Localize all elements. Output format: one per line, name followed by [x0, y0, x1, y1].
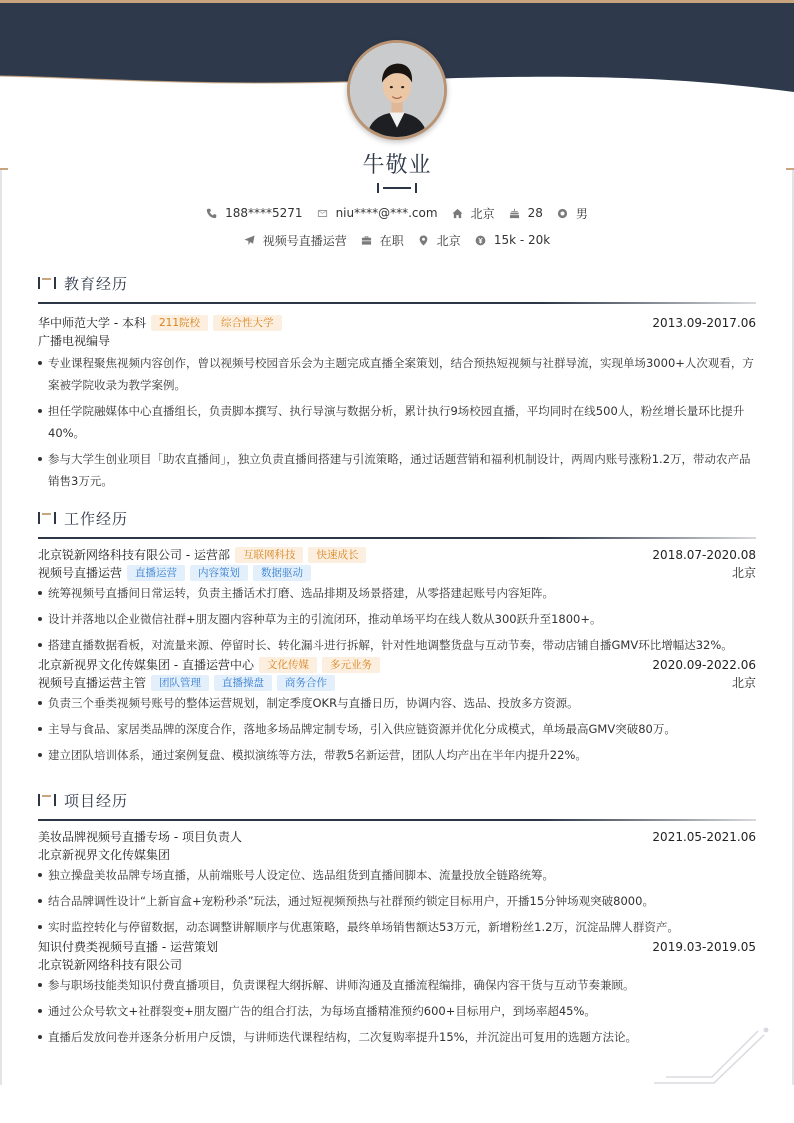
project-name: 知识付费类视频号直播 - 运营策划 — [38, 940, 218, 954]
company-name: 北京新视界文化传媒集团 - 直播运营中心 — [38, 658, 254, 672]
name-underline-ornament — [377, 183, 417, 193]
corner-line-ornament — [654, 1025, 774, 1085]
target-position-text: 视频号直播运营 — [262, 233, 347, 248]
money-icon — [475, 235, 486, 246]
bullet-item: 主导与食品、家居类品牌的深度合作，落地多场品牌定制专场，引入供应链资源并优化分成模式，单场最高GMV突破80万。 — [38, 718, 756, 740]
section-header — [38, 272, 756, 294]
skill-tag: 直播操盘 — [214, 675, 272, 691]
section-marker-icon — [38, 512, 56, 524]
section-header — [38, 789, 756, 811]
skill-tag: 内容策划 — [190, 565, 248, 581]
company-tag: 多元业务 — [322, 657, 380, 673]
company-tag: 文化传媒 — [259, 657, 317, 673]
bullet-item: 参与职场技能类知识付费直播项目，负责课程大纲拆解、讲师沟通及直播流程编排，确保内容干货与互动节奏兼顾。 — [38, 974, 756, 996]
bullet-item: 通过公众号软文+社群裂变+朋友圈广告的组合打法，为每场直播精准预约600+目标用户，到场率超45%。 — [38, 1000, 756, 1022]
work-entry — [38, 546, 756, 656]
job-status-item — [361, 232, 404, 248]
bullet-list — [38, 692, 756, 766]
company-tag: 互联网科技 — [235, 547, 304, 563]
bullet-item: 搭建直播数据看板，对流量来源、停留时长、转化漏斗进行拆解，针对性地调整货盘与互动节奏，带动店铺自播GMV环比增幅达32%。 — [38, 634, 756, 656]
project-entry — [38, 828, 756, 938]
section-divider — [38, 537, 756, 539]
section-title: 工作经历 — [64, 509, 129, 528]
target-city-text: 北京 — [436, 233, 461, 248]
work-section — [38, 507, 756, 770]
school-tag: 211院校 — [151, 315, 208, 331]
school-tag: 综合性大学 — [213, 315, 282, 331]
bullet-list — [38, 974, 756, 1048]
date-range: 2013.09-2017.06 — [652, 316, 756, 330]
section-marker-icon — [38, 277, 56, 289]
project-name: 美妆品牌视频号直播专场 - 项目负责人 — [38, 830, 242, 844]
project-entry — [38, 938, 756, 1048]
bullet-item: 参与大学生创业项目「助农直播间」，独立负责直播间搭建与引流策略，通过话题营销和福利机制设计，两周内账号涨粉1.2万，带动农产品销售3万元。 — [38, 448, 756, 492]
salary-item — [475, 232, 550, 248]
bullet-list — [38, 864, 756, 938]
email-text: niu****@***.com — [335, 206, 438, 220]
candidate-name: 牛敬业 — [362, 153, 432, 178]
age-item — [509, 205, 543, 221]
bullet-item: 设计并落地以企业微信社群+朋友圈内容种草为主的引流闭环，推动单场平均在线人数从300跃升至1800+。 — [38, 608, 756, 630]
date-range: 2018.07-2020.08 — [652, 548, 756, 562]
education-section — [38, 272, 756, 496]
avatar — [347, 40, 447, 140]
work-city: 北京 — [731, 566, 756, 580]
phone-text: 188****5271 — [225, 206, 303, 220]
briefcase-icon — [361, 235, 372, 246]
project-org: 北京新视界文化传媒集团 — [38, 848, 171, 862]
job-status-text: 在职 — [379, 233, 404, 248]
date-range: 2021.05-2021.06 — [652, 830, 756, 844]
skill-tag: 直播运营 — [127, 565, 185, 581]
education-entry — [38, 314, 756, 492]
phone-icon — [206, 208, 217, 219]
school-name: 华中师范大学 - 本科 — [38, 316, 146, 330]
target-position-item — [244, 232, 347, 248]
gender-item — [557, 205, 588, 221]
target-city-item — [418, 232, 461, 248]
job-intent-row — [0, 232, 794, 248]
section-title: 项目经历 — [64, 791, 129, 810]
skill-tag: 团队管理 — [151, 675, 209, 691]
major: 广播电视编导 — [38, 334, 111, 348]
residence-text: 北京 — [470, 206, 495, 221]
bullet-item: 统筹视频号直播间日常运转，负责主播话术打磨、选品排期及场景搭建，从零搭建起账号内容矩阵。 — [38, 582, 756, 604]
bullet-list — [38, 582, 756, 656]
date-range: 2020.09-2022.06 — [652, 658, 756, 672]
bullet-list — [38, 352, 756, 492]
section-title: 教育经历 — [64, 274, 129, 293]
job-role: 视频号直播运营 — [38, 566, 123, 580]
age-text: 28 — [527, 206, 543, 220]
phone-item — [206, 205, 302, 221]
send-icon — [244, 235, 255, 246]
section-divider — [38, 819, 756, 821]
work-entry — [38, 656, 756, 766]
skill-tag: 商务合作 — [277, 675, 335, 691]
project-org: 北京锐新网络科技有限公司 — [38, 958, 183, 972]
salary-text: 15k - 20k — [493, 233, 551, 247]
location-icon — [418, 235, 429, 246]
bullet-item: 建立团队培训体系，通过案例复盘、模拟演练等方法，带教5名新运营，团队人均产出在半年内提升22%。 — [38, 744, 756, 766]
gender-icon — [557, 208, 568, 219]
section-marker-icon — [38, 794, 56, 806]
bullet-item: 负责三个垂类视频号账号的整体运营规划，制定季度OKR与直播日历，协调内容、选品、投放多方资源。 — [38, 692, 756, 714]
bullet-item: 实时监控转化与停留数据，动态调整讲解顺序与优惠策略，最终单场销售额达53万元，新增粉丝1.2万，沉淀品牌人群资产。 — [38, 916, 756, 938]
company-name: 北京锐新网络科技有限公司 - 运营部 — [38, 548, 230, 562]
bullet-item: 直播后发放问卷并逐条分析用户反馈，与讲师迭代课程结构，二次复购率提升15%，并沉淀出可复用的选题方法论。 — [38, 1026, 756, 1048]
home-icon — [452, 208, 463, 219]
company-tag: 快速成长 — [308, 547, 366, 563]
bullet-item: 担任学院融媒体中心直播组长，负责脚本撰写、执行导演与数据分析，累计执行9场校园直播，平均同时在线500人，粉丝增长量环比提升40%。 — [38, 400, 756, 444]
avatar-photo — [350, 43, 444, 137]
gender-text: 男 — [575, 206, 588, 221]
project-section — [38, 789, 756, 1052]
section-header — [38, 507, 756, 529]
work-city: 北京 — [731, 676, 756, 690]
date-range: 2019.03-2019.05 — [652, 940, 756, 954]
email-item — [317, 205, 438, 221]
cake-icon — [509, 208, 520, 219]
mail-icon — [317, 208, 328, 219]
skill-tag: 数据驱动 — [253, 565, 311, 581]
contact-info-row — [0, 205, 794, 221]
job-role: 视频号直播运营主管 — [38, 676, 147, 690]
bullet-item: 专业课程聚焦视频内容创作，曾以视频号校园音乐会为主题完成直播全案策划，结合预热短视频与社群导流，实现单场3000+人次观看，方案被学院收录为教学案例。 — [38, 352, 756, 396]
residence-item — [452, 205, 495, 221]
section-divider — [38, 302, 756, 304]
bullet-item: 独立操盘美妆品牌专场直播，从前端账号人设定位、选品组货到直播间脚本、流量投放全链路统筹。 — [38, 864, 756, 886]
bullet-item: 结合品牌调性设计“上新盲盒+宠粉秒杀”玩法，通过短视频预热与社群预约锁定目标用户，开播15分钟场观突破8000。 — [38, 890, 756, 912]
